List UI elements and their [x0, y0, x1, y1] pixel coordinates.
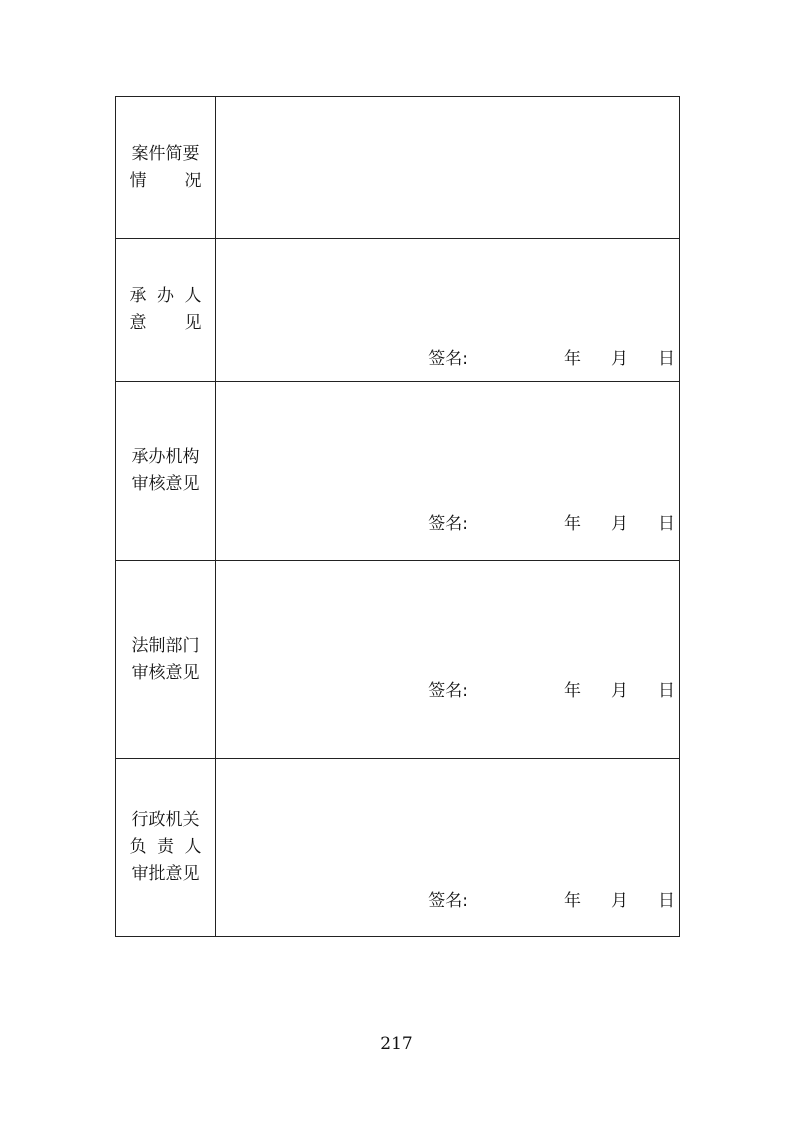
executive-approval-label [116, 759, 216, 936]
executive-approval-row [116, 758, 679, 936]
day-label: 日 [658, 891, 675, 911]
label-line: 行政机关 [131, 810, 200, 830]
label-line: 承办机构 [131, 447, 200, 467]
signature-label: 签名: [428, 514, 468, 534]
label-line: 意 见 [129, 313, 202, 333]
handler-opinion-row [116, 238, 679, 381]
signature-label: 签名: [428, 681, 468, 701]
month-label: 月 [611, 349, 628, 369]
agency-review-row [116, 381, 679, 560]
executive-approval-content[interactable] [216, 759, 679, 936]
month-label: 月 [611, 891, 628, 911]
label-line: 承 办 人 [129, 286, 202, 306]
agency-review-content[interactable] [216, 382, 679, 560]
handler-opinion-content[interactable] [216, 239, 679, 381]
year-label: 年 [564, 681, 581, 701]
label-line: 审批意见 [131, 864, 200, 884]
day-label: 日 [658, 349, 675, 369]
day-label: 日 [658, 681, 675, 701]
signature-label: 签名: [428, 349, 468, 369]
signature-label: 签名: [428, 891, 468, 911]
label-line: 情 况 [129, 170, 202, 191]
page-number: 217 [380, 1034, 413, 1054]
label-line: 审核意见 [131, 474, 200, 494]
label-line: 审核意见 [131, 662, 200, 683]
signature-line [428, 676, 675, 701]
approval-form-table [115, 96, 680, 937]
signature-line [428, 344, 675, 369]
handler-opinion-label [116, 239, 216, 381]
label-line: 法制部门 [131, 635, 200, 656]
agency-review-label [116, 382, 216, 560]
case-summary-row [116, 97, 679, 238]
label-line: 负 责 人 [129, 837, 202, 857]
year-label: 年 [564, 891, 581, 911]
day-label: 日 [658, 514, 675, 534]
legal-review-content[interactable] [216, 561, 679, 758]
year-label: 年 [564, 349, 581, 369]
month-label: 月 [611, 681, 628, 701]
signature-line [428, 509, 675, 534]
legal-review-label [116, 561, 216, 758]
legal-review-row [116, 560, 679, 758]
case-summary-label [116, 97, 216, 238]
signature-line [428, 886, 675, 911]
month-label: 月 [611, 514, 628, 534]
year-label: 年 [564, 514, 581, 534]
case-summary-content[interactable] [216, 97, 679, 238]
label-line: 案件简要 [131, 143, 200, 164]
